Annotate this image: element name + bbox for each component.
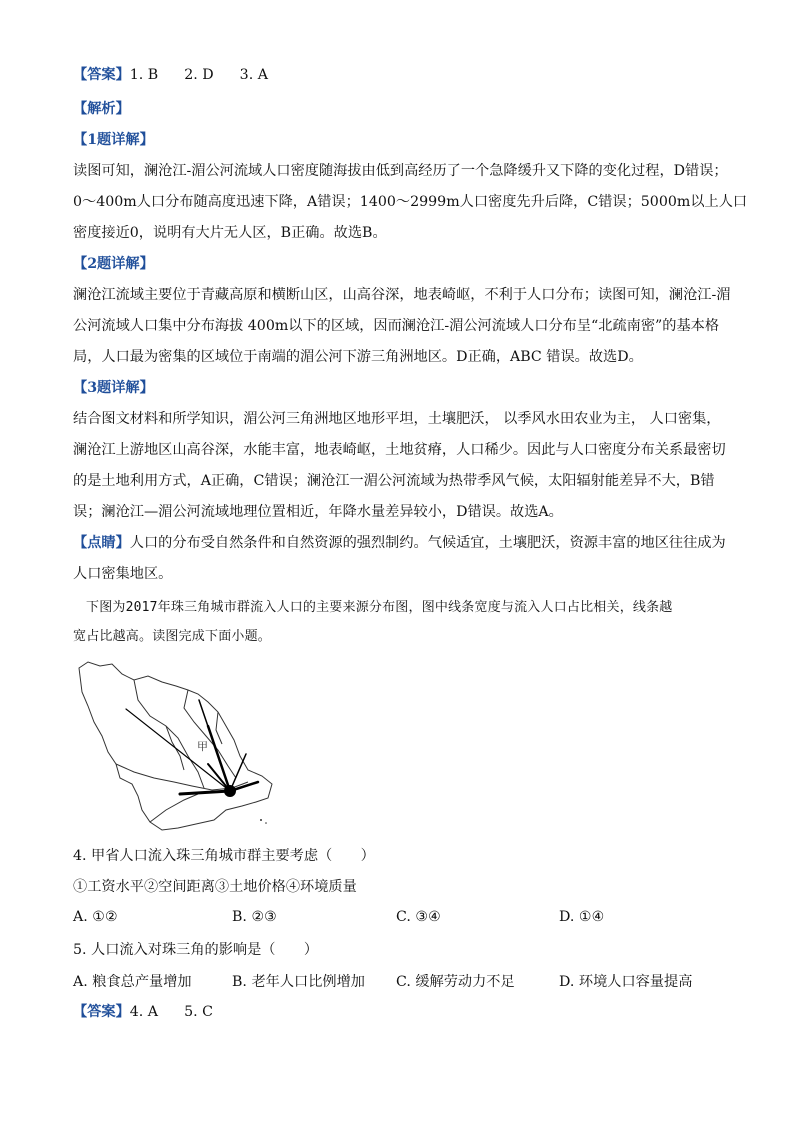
tip-tag: 【点睛】 [73, 535, 130, 551]
q5-option-d[interactable]: D. 环境人口容量提高 [559, 974, 693, 990]
q1-text-line: 读图可知，澜沧江-湄公河流域人口密度随海拔由低到高经历了一个急降缓升又下降的变化过程，D错误； [73, 163, 728, 179]
q4-option-d[interactable]: D. ①④ [559, 909, 605, 925]
answer-item: 3. A [239, 67, 268, 83]
tip-text: 人口的分布受自然条件和自然资源的强烈制约。气候适宜，土壤肥沃，资源丰富的地区往往成为 [129, 535, 726, 551]
q3-detail-tag: 【3题详解】 [73, 380, 154, 396]
analysis-tag: 【解析】 [73, 101, 130, 117]
q5-option-b[interactable]: B. 老年人口比例增加 [232, 974, 365, 990]
answer-item: 2. D [184, 67, 214, 83]
intro-text-line: 下图为2017年珠三角城市群流入人口的主要来源分布图，图中线条宽度与流入人口占比相关，线条越 [86, 600, 673, 615]
q4-option-c[interactable]: C. ③④ [396, 909, 441, 925]
q1-text-line: 密度接近0，说明有大片无人区，B正确。故选B。 [73, 225, 387, 241]
flow-line [126, 709, 230, 791]
answer-tag: 【答案】 [73, 67, 130, 83]
answer-item: 4. A [129, 1004, 159, 1020]
province-border [150, 794, 198, 822]
q2-text-line: 澜沧江流域主要位于青藏高原和横断山区，山高谷深，地表崎岖，不利于人口分布；读图可知，澜沧江-湄 [73, 287, 731, 303]
answer-line-2 [73, 1002, 239, 1022]
island-dot [265, 822, 267, 824]
answer-item: 1. B [129, 67, 159, 83]
province-label: 甲 [197, 740, 208, 753]
q4-option-a[interactable]: A. ①② [73, 909, 118, 925]
migration-map [76, 660, 276, 832]
q1-detail-tag: 【1题详解】 [73, 132, 154, 148]
q5-option-c[interactable]: C. 缓解劳动力不足 [396, 974, 515, 990]
q3-text-line: 结合图文材料和所学知识，湄公河三角洲地区地形平坦，土壤肥沃， 以季风水田农业为主， 人口密集， [73, 411, 721, 427]
intro-text-line: 宽占比越高。读图完成下面小题。 [73, 629, 272, 644]
answer-line-1 [73, 65, 294, 85]
q4-option-b[interactable]: B. ②③ [232, 909, 277, 925]
q3-text-line: 的是土地利用方式，A正确，C错误；澜沧江一湄公河流域为热带季风气候，太阳辐射能差异不大，B错 [73, 473, 715, 489]
answer-item: 5. C [184, 1004, 213, 1020]
q2-text-line: 局，人口最为密集的区域位于南端的湄公河下游三角洲地区。D正确，ABC 错误。故选D。 [73, 349, 643, 365]
q5-stem: 5. 人口流入对珠三角的影响是（ ） [73, 942, 319, 958]
pearl-river-delta-point [224, 785, 236, 797]
q3-text-line: 澜沧江上游地区山高谷深，水能丰富，地表崎岖，土地贫瘠，人口稀少。因此与人口密度分布关系最密切 [73, 442, 726, 458]
tip-text-line: 人口密集地区。 [73, 566, 173, 582]
flow-line [180, 791, 230, 794]
q1-text-line: 0～400m人口分布随高度迅速下降，A错误；1400～2999m人口密度先升后降，C错误；5000m以上人口 [73, 194, 748, 210]
island-dot [260, 819, 262, 821]
answer-tag: 【答案】 [73, 1004, 130, 1020]
q2-text-line: 公河流域人口集中分布海拔 400m以下的区域，因而澜沧江-湄公河流域人口分布呈“北疏南密”的基本格 [73, 318, 720, 334]
q4-stem: 4. 甲省人口流入珠三角城市群主要考虑（ ） [73, 848, 375, 864]
q3-text-line: 误；澜沧江—湄公河流域地理位置相近，年降水量差异较小，D错误。故选A。 [73, 504, 563, 520]
q2-detail-tag: 【2题详解】 [73, 256, 154, 272]
q5-option-a[interactable]: A. 粮食总产量增加 [73, 974, 192, 990]
q4-factors: ①工资水平②空间距离③土地价格④环境质量 [73, 879, 357, 895]
tip-line-1 [73, 533, 726, 553]
